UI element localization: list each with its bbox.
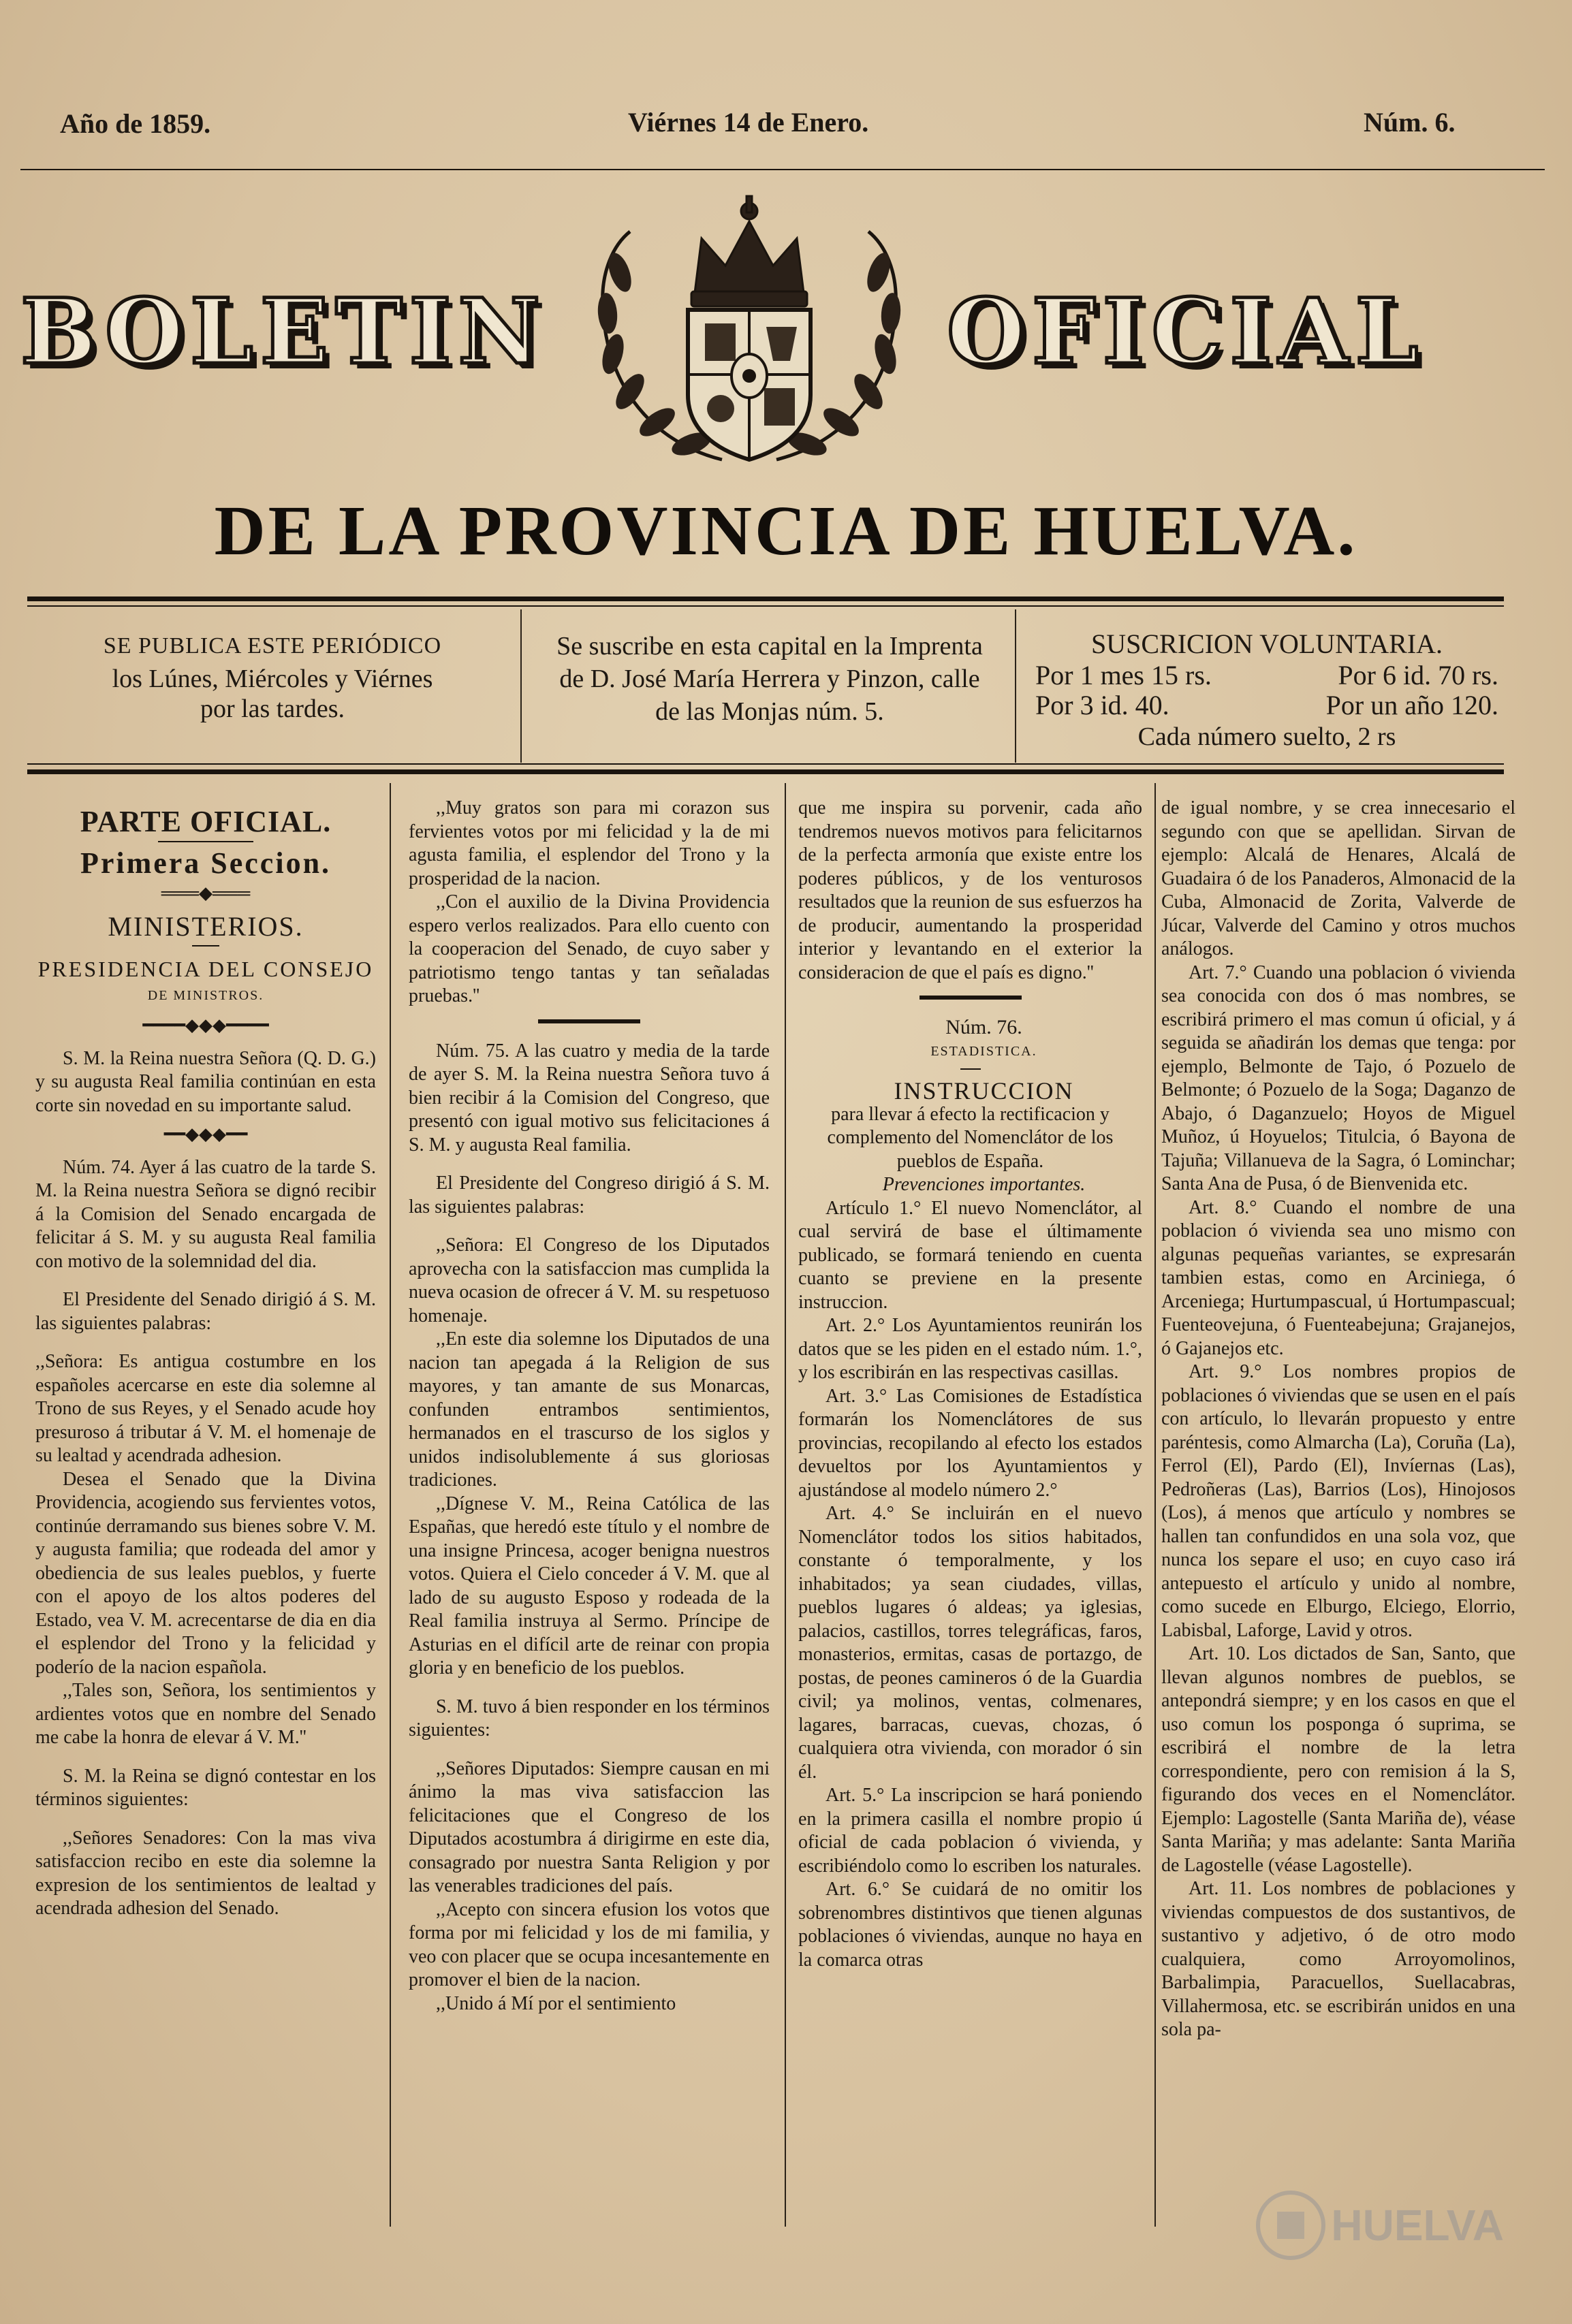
subscription-line-3: de las Monjas núm. 5.	[655, 697, 884, 726]
info-divider-1	[520, 609, 522, 763]
publishing-heading: SE PUBLICA ESTE PERIÓDICO	[103, 633, 442, 658]
article-5: Art. 5.° La inscripcion se hará poniendo en la primera casilla el nombre propio ú oficial de cada poblacion ó vivienda, y escribiéndolo como lo escriben los naturales.	[798, 1785, 1142, 1877]
paragraph: ,,Tales son, Señora, los sentimientos y ardientes votos que en nombre del Senado me cabe la honra de elevar á V. M.''	[35, 1680, 376, 1748]
watermark-text: HUELVA	[1331, 2201, 1504, 2250]
info-top-rule-thin	[27, 605, 1504, 607]
masthead-title-left: BOLETIN	[20, 279, 548, 385]
num-76-heading: Núm. 76.	[945, 1016, 1022, 1038]
price-3-months: Por 3 id. 40.	[1035, 690, 1169, 720]
paragraph: ,,En este dia solemne los Diputados de una nacion tan apegada á la Religion de sus mayores, y tan amante de sus Monarcas, confunden entrambos sentimientos, hermanados en el trascurso de los siglos y unidos indisolublemente á sus gloriosas tradiciones.	[409, 1328, 770, 1491]
paragraph: ,,Señora: El Congreso de los Diputados aprovecha con la satisfaccion mas cumplida la nueva ocasion de ofrecer á V. M. su respetuoso homenaje.	[409, 1235, 770, 1326]
info-bottom-rule-thin	[27, 763, 1504, 765]
divider	[158, 841, 253, 842]
paragraph: ,,Señores Senadores: Con la mas viva satisfaccion recibo en este dia solemne la expresion de los sentimientos de lealtad y acendrada adhesion del Senado.	[35, 1827, 376, 1919]
column-3	[798, 797, 1142, 1972]
archive-seal-icon	[1253, 2188, 1328, 2263]
article-4: Art. 4.° Se incluirán en el nuevo Nomenclátor todos los sitios habitados, constante ó temporalmente, y los inhabitados; ya sean ciudades, villas, pueblos lugares ó aldeas; ya iglesias, palacios, castillos, torres telegráficas, faros, monasterios, ermitas, casas de portazgo, de postas, de peones camineros ó de la Guardia civil; ya molinos, ventas, colmenares, lagares, barracas, cuevas, chozas, ó cualquiera otra vivienda, con morador ó sin él.	[798, 1503, 1142, 1783]
paragraph: Núm. 74. Ayer á las cuatro de la tarde S. M. la Reina nuestra Señora se dignó recibir á la Comision del Senado encargada de felicitar á S. M. y su augusta Real familia con motivo de la solemnidad del dia.	[35, 1156, 376, 1272]
article-10: Art. 10. Los dictados de San, Santo, que llevan algunos nombres de pueblos, se antepondrá siempre; y en los casos en que el uso comun los posponga ó suprima, se escribirá el nombre de la letra correspondiente, pero con remision á la S, figurando dos veces en el Nomenclátor. Ejemplo: Lagostelle (Santa Mariña de), véase Santa Mariña; y mas adelante: Santa Mariña de Lagostelle (véase Lagostelle).	[1161, 1643, 1515, 1876]
divider	[192, 945, 219, 946]
divider	[960, 1068, 981, 1070]
paragraph: que me inspira su porvenir, cada año tendremos nuevos motivos para felicitarnos de la perfecta armonía que existe entre los poderes públicos, y de los venturosos resultados que la reunion de sus esfuerzos ha de producir, aumentando la prosperidad interior y levantando en el exterior la consideracion de que el país es digno.''	[798, 797, 1142, 983]
paragraph: de igual nombre, y se crea innecesario el segundo con que se apellidan. Sirvan de ejemplo: Alcalá de Henares, Alcalá de Guadaira ó de los Panaderos, Almonacid de la Cuba, Almonacid de Zorita, Valverde de Júcar, Valverde del Camino y otros muchos análogos.	[1161, 797, 1515, 959]
subscription-line-2: de D. José María Herrera y Pinzon, calle	[559, 665, 980, 693]
column-divider-1	[390, 783, 391, 2227]
parte-oficial-heading: PARTE OFICIAL.	[80, 805, 332, 838]
paragraph: ,,Muy gratos son para mi corazon sus fervientes votos por mi felicidad y la de mi agusta familia, el esplendor del Trono y la prosperidad de la nacion.	[409, 797, 770, 889]
info-top-rule	[27, 596, 1504, 601]
top-rule	[20, 169, 1545, 170]
price-single-issue: Cada número suelto, 2 rs	[1137, 722, 1396, 751]
article-8: Art. 8.° Cuando el nombre de una poblacion ó vivienda sea uno mismo con algunas pequeñas variantes, se expresarán tambien estas, como en Arciniega, ó Arceniega; Hurtumpascual, ú Hortumpascual; Fuenteovejuna, ó Fuenteabejuna; Grajanejos, ó Gajanejos etc.	[1161, 1196, 1515, 1359]
info-bottom-rule	[27, 769, 1504, 774]
column-2	[409, 797, 770, 2016]
column-1	[35, 801, 376, 1921]
prices-heading: SUSCRICION VOLUNTARIA.	[1090, 628, 1443, 659]
publishing-info	[27, 630, 518, 725]
de-ministros-heading: DE MINISTROS.	[147, 987, 264, 1003]
instruccion-heading: INSTRUCCION	[894, 1077, 1074, 1104]
presidencia-heading: PRESIDENCIA DEL CONSEJO	[37, 957, 374, 981]
article-3: Art. 3.° Las Comisiones de Estadística formarán los Nomenclátores de sus provincias, recopilando al efecto los estados devueltos por los Ayuntamientos y ajustándose al modelo número 2.°	[798, 1385, 1142, 1501]
paragraph: ,,Señora: Es antigua costumbre en los españoles acercarse en este dia solemne al Trono de sus Reyes, y el Senado acude hoy presuroso á tributar á V. M. el homenaje de su lealtad y acendrada adhesion.	[35, 1351, 376, 1466]
paragraph: El Presidente del Senado dirigió á S. M. las siguientes palabras:	[35, 1289, 376, 1334]
info-divider-2	[1015, 609, 1016, 763]
column-4	[1161, 797, 1515, 2042]
paragraph: S. M. tuvo á bien responder en los términos siguientes:	[409, 1696, 770, 1740]
ornament: ━━━━◆◆◆━━━━	[142, 1015, 269, 1035]
prevenciones-heading: Prevenciones importantes.	[882, 1174, 1086, 1195]
paragraph: ,,Señores Diputados: Siempre causan en mi ánimo la mas viva satisfaccion las felicitaciones que el Congreso de los Diputados acostumbra á dirigirme en este dia, consagrado por nuestra Santa Religion y por las venerables tradiciones del país.	[409, 1757, 770, 1896]
ornament: ━━◆◆◆━━	[163, 1124, 248, 1144]
masthead-title-right: OFICIAL	[947, 279, 1426, 385]
paragraph: S. M. la Reina se dignó contestar en los términos siguientes:	[35, 1765, 376, 1810]
article-6: Art. 6.° Se cuidará de no omitir los sobrenombres distintivos que tienen algunas poblaciones ó viviendas, aunque no haya en la comarca otras	[798, 1879, 1142, 1971]
article-9: Art. 9.° Los nombres propios de poblaciones ó viviendas que se usen en el país con artículo, lo llevarán propuesto y entre paréntesis, como Almarcha (La), Coruña (La), Ferrol (El), Pardo (El), Invíernas (Las), Pedroñeras (Las), Barrios (Los), Hinojosos (Los), á menos que artículo y nombres se hallen tan confundidos en una sola voz, que nunca los separe el uso; en cuyo caso irá antepuesto el artículo y unido al nombre, como sucede en Elburgo, Elciego, Elorrio, Labisbal, Laforge, Lavid y otros.	[1161, 1361, 1515, 1641]
article-7: Art. 7.° Cuando una poblacion ó vivienda sea conocida con dos ó mas nombres, se escribirá primero el mas comun ú oficial, y á seguida se añadirán los demas que tenga: por ejemplo, Belmonte de Tajo, ó Pozuelo de Belmonte; ó Pozuelo de la Soga; Daganzo de Abajo, ó Daganzuelo; Hoyos de Miguel Muñoz, ú Hoyuelos; Titulcia, ó Bayona de Tajuña; Villanueva de la Sagra, ó Lominchar; Santa Ana de Pusa, ó de Bienvenida etc.	[1161, 961, 1515, 1194]
article-11: Art. 11. Los nombres de poblaciones y viviendas compuestos de dos sustantivos, de sustantivo y adjetivo, ó de otro modo cualquiera, como Arroyomolinos, Barbalimpia, Paracuellos, Suellacabras, Villahermosa, etc. se escribirán unidos en una sola pa-	[1161, 1878, 1515, 2040]
paragraph: S. M. la Reina nuestra Señora (Q. D. G.) y su augusta Real familia continúan en esta corte sin novedad en su importante salud.	[35, 1047, 376, 1116]
subscription-line-1: Se suscribe en esta capital en la Imprenta	[556, 632, 983, 660]
paragraph: ,,Con el auxilio de la Divina Providencia espero verlos realizados. Para ello cuento con la cooperacion del Senado, de cuyo saber y patriotismo tengo tantas y tan señaladas pruebas.''	[409, 891, 770, 1006]
column-divider-3	[1154, 783, 1156, 2227]
section-divider	[919, 996, 1022, 1000]
royal-coat-of-arms-icon	[565, 191, 933, 477]
subscription-prices	[1022, 628, 1512, 753]
column-divider-2	[785, 783, 786, 2227]
issue-year: Año de 1859.	[60, 108, 211, 139]
article-2: Art. 2.° Los Ayuntamientos reunirán los datos que se les piden en el estado núm. 1.°, y los escribirán en las respectivas casillas.	[798, 1315, 1142, 1383]
ornament: ═══◆═══	[161, 883, 251, 903]
paragraph: El Presidente del Congreso dirigió á S. M. las siguientes palabras:	[409, 1173, 770, 1217]
primera-seccion-heading: Primera Seccion.	[80, 846, 332, 880]
article-1: Artículo 1.° El nuevo Nomenclátor, al cual servirá de base el últimamente publicado, se formará teniendo en cuenta cuanto se previene en la presente instruccion.	[798, 1197, 1142, 1313]
publishing-days: los Lúnes, Miércoles y Viérnes	[112, 665, 433, 693]
paragraph: ,,Dígnese V. M., Reina Católica de las Españas, que heredó este título y el nombre de una insigne Princesa, acoger benigna nuestros votos. Quiera el Cielo conceder á V. M. que al lado de su augusto Esposo y rodeada de la Real familia instruya al Sermo. Príncipe de Asturias en el difícil arte de reinar con propia gloria y en beneficio de los pueblos.	[409, 1493, 770, 1678]
estadistica-heading: ESTADISTICA.	[930, 1043, 1037, 1059]
paragraph: ,,Acepto con sincera efusion los votos que forma por mi felicidad y los de mi familia, y veo con placer que se ocupa incesantemente en promover el bien de la nacion.	[409, 1898, 770, 1990]
price-1-year: Por un año 120.	[1325, 690, 1498, 720]
issue-date: Viérnes 14 de Enero.	[628, 107, 869, 138]
section-divider	[538, 1019, 640, 1023]
instruccion-subtitle: para llevar á efecto la rectificacion y complemento del Nomenclátor de los pueblos de España.	[827, 1103, 1114, 1172]
subscription-place	[524, 630, 1015, 728]
issue-number: Núm. 6.	[1364, 107, 1456, 138]
paragraph: Desea el Senado que la Divina Providencia, acogiendo sus fervientes votos, continúe derramando sus bienes sobre V. M. y augusta familia; que rodeada del amor y obediencia de sus leales pueblos, y fuerte con el apoyo de los altos poderes del Estado, vea V. M. acrecentarse de dia en dia el esplendor del Trono y la felicidad y poderío de la nacion española.	[35, 1468, 376, 1678]
archive-watermark	[1253, 2188, 1504, 2263]
price-6-months: Por 6 id. 70 rs.	[1338, 660, 1498, 690]
price-1-month: Por 1 mes 15 rs.	[1035, 660, 1212, 690]
paragraph: ,,Unido á Mí por el sentimiento	[436, 1992, 676, 2014]
masthead-subtitle: DE LA PROVINCIA DE HUELVA.	[214, 492, 1358, 570]
publishing-time: por las tardes.	[200, 695, 345, 723]
ministerios-heading: MINISTERIOS.	[108, 910, 304, 942]
paragraph: Núm. 75. A las cuatro y media de la tarde de ayer S. M. la Reina nuestra Señora tuvo á bien recibir á la Comision del Congreso, que presentó con igual motivo sus felicitaciones á S. M. y augusta Real familia.	[409, 1040, 770, 1156]
